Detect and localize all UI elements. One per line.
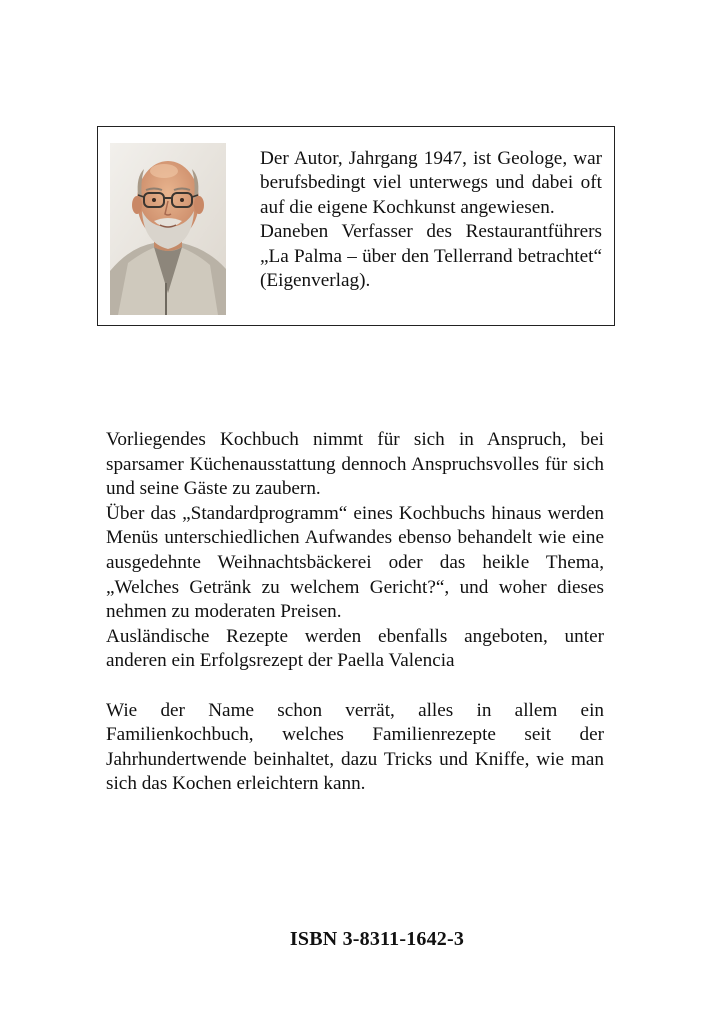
book-description bbox=[106, 428, 604, 797]
author-bio-paragraph: Daneben Verfasser des Restaurantführers „La Palma – über den Tellerrand betrachtet“ (Eigenverlag). bbox=[260, 221, 602, 292]
author-portrait bbox=[110, 143, 226, 315]
description-paragraph: Wie der Name schon verrät, alles in allem ein Familienkochbuch, welches Familienrezepte seit der Jahrhundertwende beinhaltet, dazu Tricks und Kniffe, wie man sich das Kochen erleichtern kann. bbox=[106, 699, 604, 795]
author-info-box bbox=[97, 126, 615, 326]
description-paragraph: Ausländische Rezepte werden ebenfalls angeboten, unter anderen ein Erfolgsrezept der Paella Valencia bbox=[106, 625, 604, 672]
paragraph-spacer bbox=[106, 674, 604, 699]
isbn-number: ISBN 3-8311-1642-3 bbox=[289, 928, 465, 950]
author-bio-paragraph: Der Autor, Jahrgang 1947, ist Geologe, war berufsbedingt viel unterwegs und dabei oft auf die eigene Kochkunst angewiesen. bbox=[260, 148, 602, 218]
portrait-icon bbox=[110, 143, 226, 315]
description-paragraph: Vorliegendes Kochbuch nimmt für sich in Anspruch, bei sparsamer Küchenausstattung dennoch Anspruchsvolles für sich und seine Gäste zu zaubern. bbox=[106, 429, 604, 500]
description-paragraph: Über das „Standardprogramm“ eines Kochbuchs hinaus werden Menüs unterschiedlichen Aufwandes ebenso behandelt wie eine ausgedehnte Weihnachtsbäckerei oder das heikle Thema, „Welches Getränk zu welchem Gericht?“, und woher dieses nehmen zu moderaten Preisen. bbox=[106, 502, 604, 623]
author-bio bbox=[260, 147, 602, 293]
